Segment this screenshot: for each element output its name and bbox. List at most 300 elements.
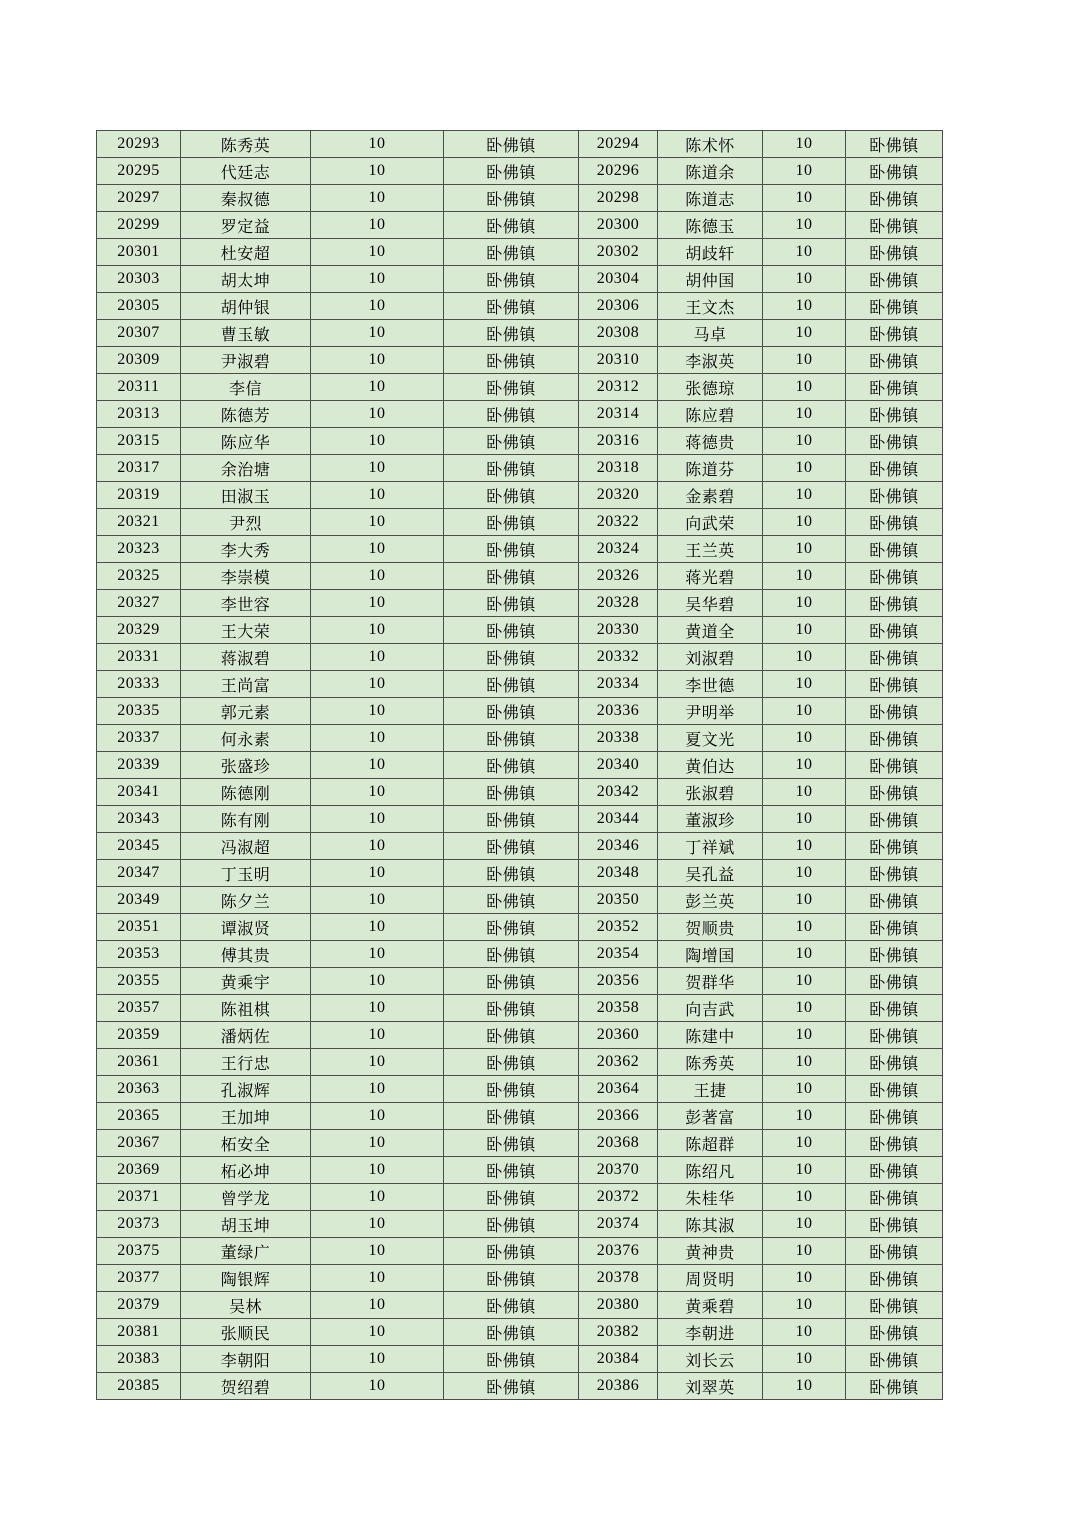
town-cell: 卧佛镇 xyxy=(444,428,579,455)
value-cell: 10 xyxy=(763,239,846,266)
town-cell: 卧佛镇 xyxy=(846,239,943,266)
town-cell: 卧佛镇 xyxy=(444,1238,579,1265)
name-cell: 柘必坤 xyxy=(181,1157,311,1184)
value-cell: 10 xyxy=(311,887,444,914)
town-cell: 卧佛镇 xyxy=(846,482,943,509)
town-cell: 卧佛镇 xyxy=(444,1319,579,1346)
value-cell: 10 xyxy=(311,158,444,185)
value-cell: 10 xyxy=(311,1076,444,1103)
id-cell: 20297 xyxy=(97,185,181,212)
table-row xyxy=(97,1157,943,1184)
id-cell: 20383 xyxy=(97,1346,181,1373)
id-cell: 20368 xyxy=(579,1130,658,1157)
name-cell: 陈应碧 xyxy=(658,401,763,428)
town-cell: 卧佛镇 xyxy=(846,131,943,158)
id-cell: 20302 xyxy=(579,239,658,266)
table-row xyxy=(97,968,943,995)
value-cell: 10 xyxy=(311,347,444,374)
name-cell: 黄神贵 xyxy=(658,1238,763,1265)
id-cell: 20376 xyxy=(579,1238,658,1265)
name-cell: 胡仲银 xyxy=(181,293,311,320)
id-cell: 20379 xyxy=(97,1292,181,1319)
id-cell: 20340 xyxy=(579,752,658,779)
id-cell: 20301 xyxy=(97,239,181,266)
name-cell: 董淑珍 xyxy=(658,806,763,833)
town-cell: 卧佛镇 xyxy=(846,536,943,563)
name-cell: 周贤明 xyxy=(658,1265,763,1292)
id-cell: 20373 xyxy=(97,1211,181,1238)
value-cell: 10 xyxy=(763,1130,846,1157)
town-cell: 卧佛镇 xyxy=(444,1157,579,1184)
id-cell: 20385 xyxy=(97,1373,181,1400)
name-cell: 刘淑碧 xyxy=(658,644,763,671)
id-cell: 20359 xyxy=(97,1022,181,1049)
id-cell: 20380 xyxy=(579,1292,658,1319)
id-cell: 20307 xyxy=(97,320,181,347)
value-cell: 10 xyxy=(763,1076,846,1103)
town-cell: 卧佛镇 xyxy=(846,914,943,941)
name-cell: 吴林 xyxy=(181,1292,311,1319)
town-cell: 卧佛镇 xyxy=(846,1238,943,1265)
name-cell: 李信 xyxy=(181,374,311,401)
value-cell: 10 xyxy=(311,779,444,806)
table-row xyxy=(97,239,943,266)
table-row xyxy=(97,1130,943,1157)
value-cell: 10 xyxy=(311,1157,444,1184)
id-cell: 20320 xyxy=(579,482,658,509)
name-cell: 何永素 xyxy=(181,725,311,752)
town-cell: 卧佛镇 xyxy=(444,1373,579,1400)
id-cell: 20347 xyxy=(97,860,181,887)
value-cell: 10 xyxy=(763,1238,846,1265)
table-row xyxy=(97,752,943,779)
name-cell: 蒋德贵 xyxy=(658,428,763,455)
town-cell: 卧佛镇 xyxy=(444,806,579,833)
name-cell: 陈其淑 xyxy=(658,1211,763,1238)
value-cell: 10 xyxy=(763,644,846,671)
id-cell: 20358 xyxy=(579,995,658,1022)
value-cell: 10 xyxy=(763,698,846,725)
town-cell: 卧佛镇 xyxy=(846,1265,943,1292)
town-cell: 卧佛镇 xyxy=(444,887,579,914)
id-cell: 20365 xyxy=(97,1103,181,1130)
name-cell: 陈祖棋 xyxy=(181,995,311,1022)
town-cell: 卧佛镇 xyxy=(846,1346,943,1373)
table-row xyxy=(97,779,943,806)
value-cell: 10 xyxy=(311,968,444,995)
table-row xyxy=(97,1103,943,1130)
name-cell: 尹烈 xyxy=(181,509,311,536)
id-cell: 20343 xyxy=(97,806,181,833)
town-cell: 卧佛镇 xyxy=(846,320,943,347)
table-row xyxy=(97,887,943,914)
id-cell: 20319 xyxy=(97,482,181,509)
name-cell: 陈有刚 xyxy=(181,806,311,833)
value-cell: 10 xyxy=(763,860,846,887)
id-cell: 20337 xyxy=(97,725,181,752)
name-cell: 柘安全 xyxy=(181,1130,311,1157)
value-cell: 10 xyxy=(311,833,444,860)
id-cell: 20323 xyxy=(97,536,181,563)
name-cell: 黄伯达 xyxy=(658,752,763,779)
town-cell: 卧佛镇 xyxy=(444,1346,579,1373)
name-cell: 尹明举 xyxy=(658,698,763,725)
town-cell: 卧佛镇 xyxy=(846,968,943,995)
value-cell: 10 xyxy=(311,1238,444,1265)
name-cell: 冯淑超 xyxy=(181,833,311,860)
town-cell: 卧佛镇 xyxy=(846,752,943,779)
value-cell: 10 xyxy=(311,1346,444,1373)
id-cell: 20294 xyxy=(579,131,658,158)
name-cell: 代廷志 xyxy=(181,158,311,185)
name-cell: 王行忠 xyxy=(181,1049,311,1076)
value-cell: 10 xyxy=(311,617,444,644)
town-cell: 卧佛镇 xyxy=(444,725,579,752)
name-cell: 陶银辉 xyxy=(181,1265,311,1292)
roster-table xyxy=(96,130,943,1400)
id-cell: 20335 xyxy=(97,698,181,725)
table-row xyxy=(97,455,943,482)
id-cell: 20336 xyxy=(579,698,658,725)
value-cell: 10 xyxy=(311,725,444,752)
value-cell: 10 xyxy=(311,1211,444,1238)
id-cell: 20372 xyxy=(579,1184,658,1211)
name-cell: 陈德刚 xyxy=(181,779,311,806)
value-cell: 10 xyxy=(311,266,444,293)
name-cell: 蒋淑碧 xyxy=(181,644,311,671)
name-cell: 李世容 xyxy=(181,590,311,617)
id-cell: 20361 xyxy=(97,1049,181,1076)
value-cell: 10 xyxy=(311,131,444,158)
town-cell: 卧佛镇 xyxy=(444,1103,579,1130)
name-cell: 马卓 xyxy=(658,320,763,347)
id-cell: 20312 xyxy=(579,374,658,401)
value-cell: 10 xyxy=(763,536,846,563)
name-cell: 向武荣 xyxy=(658,509,763,536)
town-cell: 卧佛镇 xyxy=(846,941,943,968)
name-cell: 陈德玉 xyxy=(658,212,763,239)
town-cell: 卧佛镇 xyxy=(846,401,943,428)
value-cell: 10 xyxy=(311,644,444,671)
value-cell: 10 xyxy=(763,509,846,536)
id-cell: 20341 xyxy=(97,779,181,806)
id-cell: 20327 xyxy=(97,590,181,617)
value-cell: 10 xyxy=(311,941,444,968)
value-cell: 10 xyxy=(763,401,846,428)
name-cell: 王加坤 xyxy=(181,1103,311,1130)
name-cell: 李朝阳 xyxy=(181,1346,311,1373)
id-cell: 20381 xyxy=(97,1319,181,1346)
table-row xyxy=(97,374,943,401)
town-cell: 卧佛镇 xyxy=(444,563,579,590)
name-cell: 陈术怀 xyxy=(658,131,763,158)
town-cell: 卧佛镇 xyxy=(846,347,943,374)
table-row xyxy=(97,725,943,752)
value-cell: 10 xyxy=(311,428,444,455)
id-cell: 20382 xyxy=(579,1319,658,1346)
value-cell: 10 xyxy=(311,590,444,617)
id-cell: 20317 xyxy=(97,455,181,482)
id-cell: 20313 xyxy=(97,401,181,428)
town-cell: 卧佛镇 xyxy=(444,185,579,212)
value-cell: 10 xyxy=(311,482,444,509)
name-cell: 陈道余 xyxy=(658,158,763,185)
table-row xyxy=(97,995,943,1022)
table-row xyxy=(97,1184,943,1211)
name-cell: 陈道志 xyxy=(658,185,763,212)
town-cell: 卧佛镇 xyxy=(846,428,943,455)
table-row xyxy=(97,833,943,860)
name-cell: 李大秀 xyxy=(181,536,311,563)
town-cell: 卧佛镇 xyxy=(846,671,943,698)
town-cell: 卧佛镇 xyxy=(846,1319,943,1346)
value-cell: 10 xyxy=(763,482,846,509)
value-cell: 10 xyxy=(763,1157,846,1184)
town-cell: 卧佛镇 xyxy=(444,995,579,1022)
value-cell: 10 xyxy=(311,185,444,212)
id-cell: 20370 xyxy=(579,1157,658,1184)
value-cell: 10 xyxy=(763,1319,846,1346)
value-cell: 10 xyxy=(311,536,444,563)
name-cell: 王文杰 xyxy=(658,293,763,320)
id-cell: 20374 xyxy=(579,1211,658,1238)
id-cell: 20375 xyxy=(97,1238,181,1265)
id-cell: 20350 xyxy=(579,887,658,914)
id-cell: 20384 xyxy=(579,1346,658,1373)
town-cell: 卧佛镇 xyxy=(444,1265,579,1292)
name-cell: 蒋光碧 xyxy=(658,563,763,590)
name-cell: 曹玉敏 xyxy=(181,320,311,347)
value-cell: 10 xyxy=(763,347,846,374)
town-cell: 卧佛镇 xyxy=(444,617,579,644)
table-row xyxy=(97,1238,943,1265)
name-cell: 张盛珍 xyxy=(181,752,311,779)
value-cell: 10 xyxy=(763,1211,846,1238)
name-cell: 郭元素 xyxy=(181,698,311,725)
value-cell: 10 xyxy=(763,1049,846,1076)
value-cell: 10 xyxy=(763,212,846,239)
name-cell: 尹淑碧 xyxy=(181,347,311,374)
value-cell: 10 xyxy=(311,293,444,320)
name-cell: 傅其贵 xyxy=(181,941,311,968)
table-row xyxy=(97,482,943,509)
name-cell: 谭淑贤 xyxy=(181,914,311,941)
id-cell: 20342 xyxy=(579,779,658,806)
name-cell: 贺绍碧 xyxy=(181,1373,311,1400)
value-cell: 10 xyxy=(311,1022,444,1049)
id-cell: 20369 xyxy=(97,1157,181,1184)
name-cell: 李淑英 xyxy=(658,347,763,374)
value-cell: 10 xyxy=(763,752,846,779)
town-cell: 卧佛镇 xyxy=(846,1211,943,1238)
table-row xyxy=(97,563,943,590)
value-cell: 10 xyxy=(763,1373,846,1400)
id-cell: 20330 xyxy=(579,617,658,644)
town-cell: 卧佛镇 xyxy=(846,1184,943,1211)
town-cell: 卧佛镇 xyxy=(846,833,943,860)
town-cell: 卧佛镇 xyxy=(444,1049,579,1076)
name-cell: 刘长云 xyxy=(658,1346,763,1373)
table-row xyxy=(97,1265,943,1292)
value-cell: 10 xyxy=(311,455,444,482)
value-cell: 10 xyxy=(763,941,846,968)
table-row xyxy=(97,401,943,428)
value-cell: 10 xyxy=(763,455,846,482)
town-cell: 卧佛镇 xyxy=(444,374,579,401)
id-cell: 20321 xyxy=(97,509,181,536)
town-cell: 卧佛镇 xyxy=(444,833,579,860)
table-row xyxy=(97,1373,943,1400)
table-row xyxy=(97,1292,943,1319)
id-cell: 20306 xyxy=(579,293,658,320)
id-cell: 20386 xyxy=(579,1373,658,1400)
name-cell: 胡太坤 xyxy=(181,266,311,293)
id-cell: 20334 xyxy=(579,671,658,698)
value-cell: 10 xyxy=(763,725,846,752)
table-row xyxy=(97,131,943,158)
id-cell: 20348 xyxy=(579,860,658,887)
value-cell: 10 xyxy=(763,563,846,590)
town-cell: 卧佛镇 xyxy=(444,158,579,185)
town-cell: 卧佛镇 xyxy=(444,320,579,347)
id-cell: 20346 xyxy=(579,833,658,860)
table-row xyxy=(97,1022,943,1049)
id-cell: 20305 xyxy=(97,293,181,320)
id-cell: 20344 xyxy=(579,806,658,833)
id-cell: 20353 xyxy=(97,941,181,968)
name-cell: 张淑碧 xyxy=(658,779,763,806)
id-cell: 20318 xyxy=(579,455,658,482)
table-row xyxy=(97,590,943,617)
town-cell: 卧佛镇 xyxy=(444,131,579,158)
town-cell: 卧佛镇 xyxy=(846,1076,943,1103)
town-cell: 卧佛镇 xyxy=(444,1076,579,1103)
id-cell: 20357 xyxy=(97,995,181,1022)
table-row xyxy=(97,617,943,644)
id-cell: 20360 xyxy=(579,1022,658,1049)
id-cell: 20304 xyxy=(579,266,658,293)
town-cell: 卧佛镇 xyxy=(846,806,943,833)
town-cell: 卧佛镇 xyxy=(444,968,579,995)
name-cell: 余治塘 xyxy=(181,455,311,482)
id-cell: 20331 xyxy=(97,644,181,671)
table-row xyxy=(97,158,943,185)
value-cell: 10 xyxy=(311,1292,444,1319)
town-cell: 卧佛镇 xyxy=(444,914,579,941)
id-cell: 20322 xyxy=(579,509,658,536)
table-row xyxy=(97,1319,943,1346)
id-cell: 20355 xyxy=(97,968,181,995)
town-cell: 卧佛镇 xyxy=(444,1022,579,1049)
town-cell: 卧佛镇 xyxy=(846,374,943,401)
name-cell: 胡玉坤 xyxy=(181,1211,311,1238)
town-cell: 卧佛镇 xyxy=(444,266,579,293)
id-cell: 20366 xyxy=(579,1103,658,1130)
town-cell: 卧佛镇 xyxy=(444,1184,579,1211)
table-row xyxy=(97,347,943,374)
table-row xyxy=(97,1211,943,1238)
name-cell: 彭著富 xyxy=(658,1103,763,1130)
id-cell: 20354 xyxy=(579,941,658,968)
id-cell: 20325 xyxy=(97,563,181,590)
name-cell: 吴华碧 xyxy=(658,590,763,617)
name-cell: 丁祥斌 xyxy=(658,833,763,860)
name-cell: 贺顺贵 xyxy=(658,914,763,941)
id-cell: 20371 xyxy=(97,1184,181,1211)
name-cell: 秦叔德 xyxy=(181,185,311,212)
table-row xyxy=(97,266,943,293)
id-cell: 20314 xyxy=(579,401,658,428)
table-row xyxy=(97,644,943,671)
table-row xyxy=(97,212,943,239)
value-cell: 10 xyxy=(311,1373,444,1400)
town-cell: 卧佛镇 xyxy=(444,644,579,671)
name-cell: 李崇模 xyxy=(181,563,311,590)
value-cell: 10 xyxy=(311,563,444,590)
value-cell: 10 xyxy=(763,968,846,995)
value-cell: 10 xyxy=(763,374,846,401)
name-cell: 彭兰英 xyxy=(658,887,763,914)
id-cell: 20339 xyxy=(97,752,181,779)
town-cell: 卧佛镇 xyxy=(444,536,579,563)
id-cell: 20295 xyxy=(97,158,181,185)
town-cell: 卧佛镇 xyxy=(444,1130,579,1157)
value-cell: 10 xyxy=(311,806,444,833)
value-cell: 10 xyxy=(311,1319,444,1346)
table-row xyxy=(97,698,943,725)
name-cell: 孔淑辉 xyxy=(181,1076,311,1103)
table-row xyxy=(97,1076,943,1103)
town-cell: 卧佛镇 xyxy=(846,509,943,536)
id-cell: 20363 xyxy=(97,1076,181,1103)
town-cell: 卧佛镇 xyxy=(846,698,943,725)
table-row xyxy=(97,1346,943,1373)
value-cell: 10 xyxy=(763,671,846,698)
town-cell: 卧佛镇 xyxy=(444,239,579,266)
id-cell: 20315 xyxy=(97,428,181,455)
town-cell: 卧佛镇 xyxy=(444,1292,579,1319)
table-row xyxy=(97,860,943,887)
name-cell: 杜安超 xyxy=(181,239,311,266)
name-cell: 王兰英 xyxy=(658,536,763,563)
id-cell: 20303 xyxy=(97,266,181,293)
town-cell: 卧佛镇 xyxy=(444,860,579,887)
id-cell: 20298 xyxy=(579,185,658,212)
town-cell: 卧佛镇 xyxy=(444,941,579,968)
id-cell: 20349 xyxy=(97,887,181,914)
town-cell: 卧佛镇 xyxy=(444,401,579,428)
name-cell: 陈夕兰 xyxy=(181,887,311,914)
id-cell: 20332 xyxy=(579,644,658,671)
value-cell: 10 xyxy=(763,158,846,185)
town-cell: 卧佛镇 xyxy=(846,212,943,239)
name-cell: 陈绍凡 xyxy=(658,1157,763,1184)
value-cell: 10 xyxy=(763,1292,846,1319)
value-cell: 10 xyxy=(311,239,444,266)
town-cell: 卧佛镇 xyxy=(846,1157,943,1184)
town-cell: 卧佛镇 xyxy=(846,1373,943,1400)
town-cell: 卧佛镇 xyxy=(444,347,579,374)
value-cell: 10 xyxy=(311,509,444,536)
value-cell: 10 xyxy=(763,185,846,212)
id-cell: 20309 xyxy=(97,347,181,374)
id-cell: 20316 xyxy=(579,428,658,455)
value-cell: 10 xyxy=(763,1022,846,1049)
name-cell: 王大荣 xyxy=(181,617,311,644)
name-cell: 黄乘碧 xyxy=(658,1292,763,1319)
value-cell: 10 xyxy=(311,1049,444,1076)
id-cell: 20345 xyxy=(97,833,181,860)
